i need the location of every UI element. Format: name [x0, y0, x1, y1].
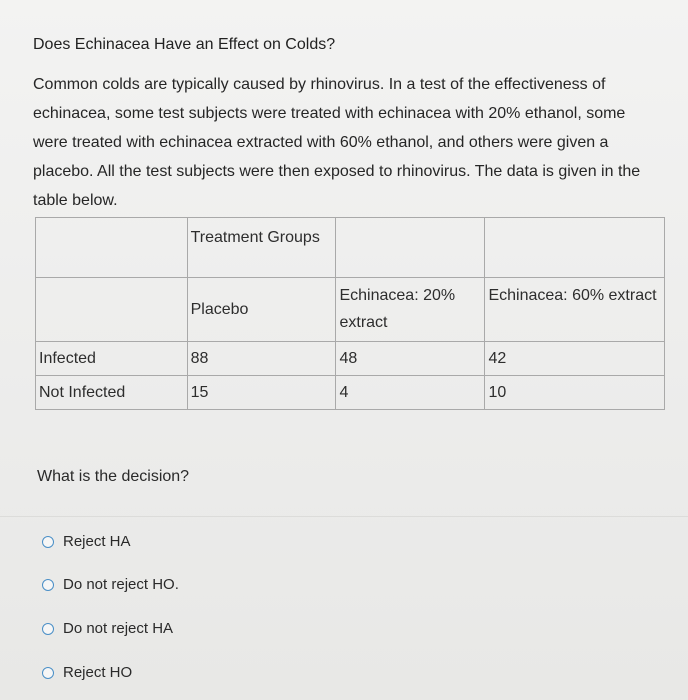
- cell-not-infected-placebo: 15: [187, 376, 336, 410]
- cell-not-infected-echinacea-60: 10: [485, 376, 665, 410]
- table-header-echinacea-20: Echinacea: 20% extract: [336, 278, 485, 342]
- row-label-infected: Infected: [36, 342, 188, 376]
- intro-paragraph: Common colds are typically caused by rhinovirus. In a test of the effectiveness of echinacea, some test subjects were treated with echinacea with 20% ethanol, some were treated with echinacea extracted with 60% ethanol, and others were given a placebo. All the test subjects were then exposed to rhinovirus. The data is given in the table below.: [33, 76, 641, 209]
- cell-infected-echinacea-60: 42: [485, 342, 665, 376]
- table-header-placebo: Placebo: [187, 278, 336, 342]
- table-row: [36, 218, 665, 278]
- table-cell-empty: [36, 278, 188, 342]
- table-cell-empty: [485, 218, 665, 278]
- cell-infected-echinacea-20: 48: [336, 342, 485, 376]
- option-reject-ha[interactable]: [42, 533, 131, 550]
- option-label: Do not reject HO.: [63, 576, 179, 593]
- table-row: [36, 342, 665, 376]
- option-label: Reject HO: [63, 664, 133, 681]
- table-header-echinacea-60: Echinacea: 60% extract: [485, 278, 665, 342]
- table-cell-empty: [36, 218, 188, 278]
- option-do-not-reject-ha[interactable]: [42, 620, 173, 637]
- table-header-treatment-groups: Treatment Groups: [187, 218, 336, 278]
- cell-infected-placebo: 88: [187, 342, 336, 376]
- decision-prompt: What is the decision?: [37, 468, 190, 485]
- option-do-not-reject-ho[interactable]: [42, 576, 179, 593]
- option-label: Do not reject HA: [63, 620, 174, 637]
- cell-not-infected-echinacea-20: 4: [336, 376, 485, 410]
- table-cell-empty: [336, 218, 485, 278]
- question-title: Does Echinacea Have an Effect on Colds?: [33, 36, 336, 53]
- data-table: [35, 217, 665, 410]
- table-row: [36, 376, 665, 410]
- option-reject-ho[interactable]: [42, 664, 132, 681]
- radio-button-icon[interactable]: [42, 579, 54, 591]
- radio-button-icon[interactable]: [42, 536, 54, 548]
- row-label-not-infected: Not Infected: [36, 376, 188, 410]
- table-row: [36, 278, 665, 342]
- divider: [0, 516, 688, 517]
- option-label: Reject HA: [63, 533, 131, 550]
- radio-button-icon[interactable]: [42, 623, 54, 635]
- radio-button-icon[interactable]: [42, 667, 54, 679]
